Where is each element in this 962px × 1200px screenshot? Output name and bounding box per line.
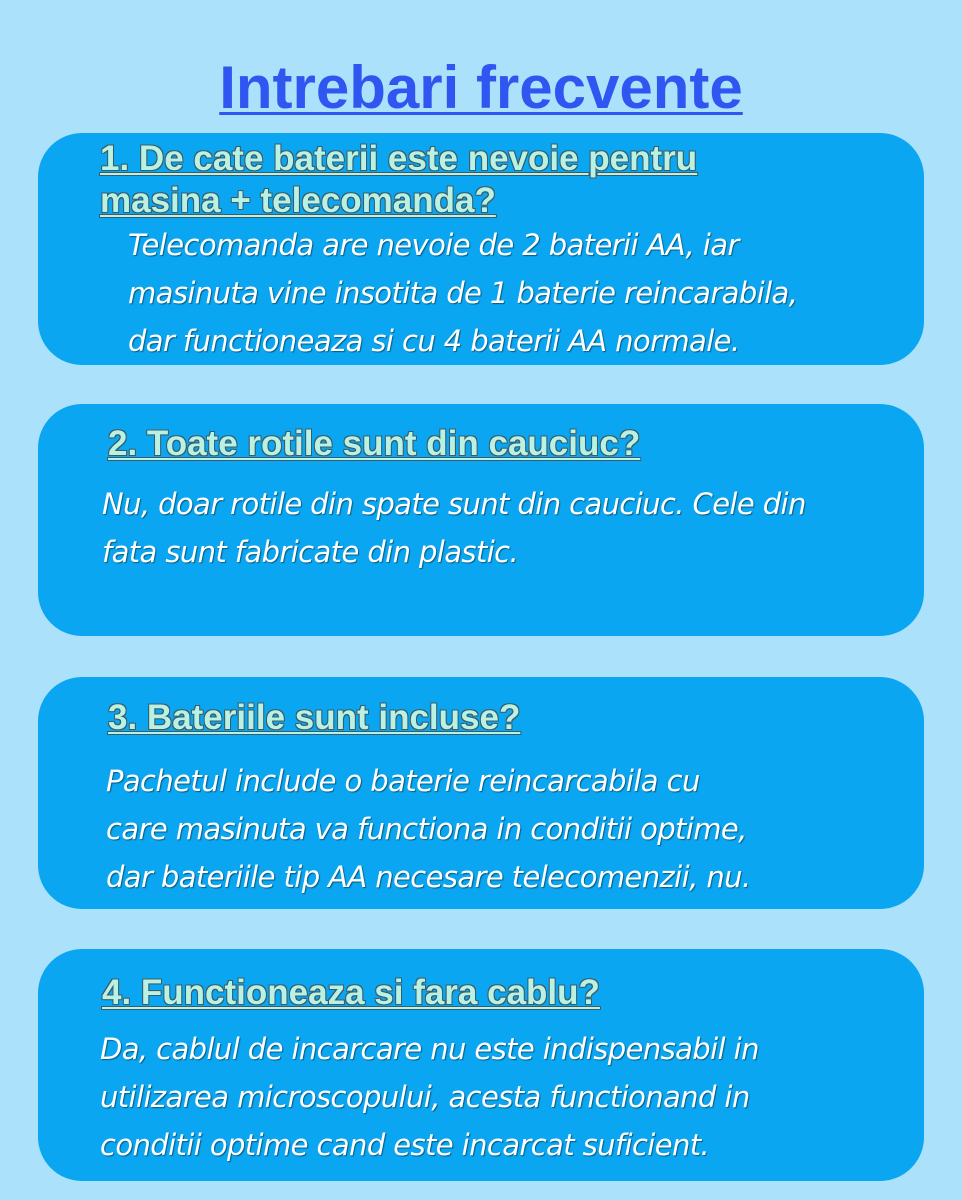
faq-question-3-line-1: 3. Bateriile sunt incluse? [108,698,521,737]
faq-question-1-line-1: 1. De cate baterii este nevoie pentru [100,139,698,178]
faq-card-1 [38,133,924,365]
faq-card-2 [38,404,924,636]
faq-answer-1-line-2: masinuta vine insotita de 1 baterie reincarabila, [128,276,798,310]
faq-answer-4-line-1: Da, cablul de incarcare nu este indispensabil in [100,1032,759,1066]
faq-answer-3 [106,757,751,901]
faq-answer-3-line-3: dar bateriile tip AA necesare telecomenzii, nu. [106,860,751,894]
faq-answer-3-line-1: Pachetul include o baterie reincarcabila cu [106,764,700,798]
faq-question-1 [100,138,697,222]
faq-answer-1-line-1: Telecomanda are nevoie de 2 baterii AA, iar [128,228,739,262]
faq-question-2-line-1: 2. Toate rotile sunt din cauciuc? [108,424,641,463]
faq-answer-4 [100,1025,759,1169]
faq-question-3 [108,697,520,739]
faq-answer-3-line-2: care masinuta va functiona in conditii optime, [106,812,747,846]
faq-answer-1 [128,221,797,365]
faq-card-3 [38,677,924,909]
faq-answer-2-line-2: fata sunt fabricate din plastic. [102,535,519,569]
faq-answer-1-line-3: dar functioneaza si cu 4 baterii AA normale. [128,324,740,358]
faq-answer-2 [102,480,806,576]
page-title: Intrebari frecvente [219,54,743,121]
faq-question-2 [108,423,640,465]
faq-answer-4-line-2: utilizarea microscopului, acesta functionand in [100,1080,750,1114]
faq-question-4 [102,972,600,1014]
faq-card-4 [38,949,924,1181]
faq-answer-2-line-1: Nu, doar rotile din spate sunt din cauciuc. Cele din [102,487,806,521]
faq-answer-4-line-3: conditii optime cand este incarcat suficient. [100,1128,710,1162]
faq-question-1-line-2: masina + telecomanda? [100,181,496,220]
faq-question-4-line-1: 4. Functioneaza si fara cablu? [102,973,600,1012]
